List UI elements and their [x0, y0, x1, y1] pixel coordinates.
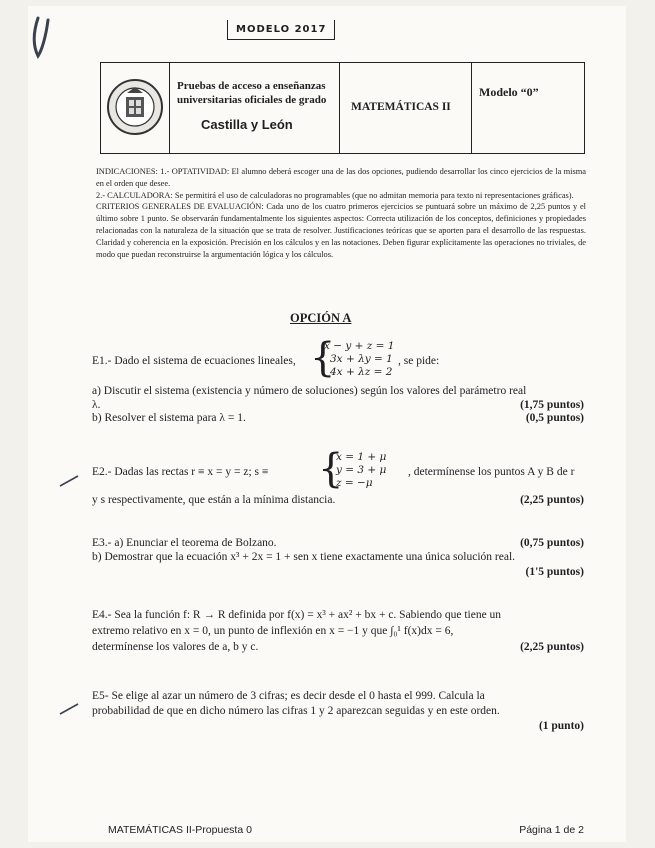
e1-lead: E1.- Dado el sistema de ecuaciones lineales, [92, 355, 296, 367]
model-cell [471, 63, 584, 153]
seal-icon [101, 63, 169, 153]
e1-a-text: a) Discutir el sistema (existencia y número de soluciones) según los valores del parámetro real λ. [92, 385, 527, 411]
subject-cell [339, 63, 472, 153]
e1-system [324, 340, 395, 379]
e1-a-points: (1,75 puntos) [520, 399, 584, 411]
footer-left: MATEMÁTICAS II-Propuesta 0 [108, 824, 252, 836]
region-name: Castilla y León [201, 117, 293, 132]
e2-system [336, 451, 386, 490]
e2-tail: , determínense los puntos A y B de r [408, 466, 575, 478]
e1-eq1: x − y + z = 1 [324, 340, 395, 352]
e2-points: (2,25 puntos) [520, 494, 584, 506]
pen-mark-e2 [58, 472, 82, 488]
exam-header [100, 62, 585, 154]
e4-line1: E4.- Sea la función f: R → R definida por f(x) = x³ + ax² + bx + c. Sabiendo que tiene un [92, 609, 502, 621]
subject-name: MATEMÁTICAS II [351, 101, 451, 113]
e1-b-text: b) Resolver el sistema para λ = 1. [92, 412, 246, 424]
e5-line1: E5- Se elige al azar un número de 3 cifras; es decir desde el 0 hasta el 999. Calcula la [92, 690, 485, 702]
e1-b-points: (0,5 puntos) [525, 412, 584, 424]
instructions-calculator: 2.- CALCULADORA: Se permitirá el uso de calculadoras no programables (que no admitan memoria para texto ni representaciones gráficas). [96, 190, 574, 200]
evaluation-criteria: CRITERIOS GENERALES DE EVALUACIÓN: Cada uno de los cuatro primeros ejercicios se puntuará sobre un máximo de 2,25 puntos y el último sobre 1 punto. Se observarán fundamentalmente los siguientes aspectos: Correcta utilización de los conceptos, definiciones y propiedades relacionadas con la naturaleza de la situación que se trata de resolver. Justificaciones teóricas que se aporten para el desarrollo de las respuestas. Claridad y coherencia en la exposición. Precisión en los cálculos y en las notaciones. Deben figurar explícitamente las operaciones no triviales, de modo que puedan reconstruirse la argumentación lógica y los cálculos. [96, 202, 586, 259]
e1-tail: , se pide: [398, 355, 440, 367]
e4-points: (2,25 puntos) [520, 641, 584, 653]
exercise-e2 [92, 446, 584, 507]
exercise-e5 [92, 689, 584, 735]
e3-a-text: E3.- a) Enunciar el teorema de Bolzano. [92, 537, 277, 549]
e4-line2: extremo relativo en x = 0, un punto de inflexión en x = −1 y que ∫₀¹ f(x)dx = 6, [92, 625, 454, 637]
e2-eq2: y = 3 + μ [336, 464, 387, 476]
e1-brace: { [310, 335, 336, 381]
university-seal [101, 63, 170, 153]
page-footer [108, 824, 584, 836]
instructions [96, 166, 586, 260]
e3-a-points: (0,75 puntos) [520, 537, 584, 549]
e3-b-points: (1'5 puntos) [525, 566, 584, 578]
e2-lead: E2.- Dadas las rectas r ≡ x = y = z; s ≡ [92, 466, 269, 478]
e3-b-text: b) Demostrar que la ecuación x³ + 2x = 1 + sen x tiene exactamente una única solución real. [92, 551, 516, 563]
binder-mark [28, 16, 56, 60]
e1-part-b [92, 411, 584, 425]
e1-eq2: 3x + λy = 1 [330, 353, 393, 365]
e2-line2: y s respectivamente, que están a la mínima distancia. [92, 494, 336, 506]
e2-brace: { [318, 446, 344, 492]
pen-mark-e5 [58, 700, 82, 716]
e2-eq3: z = −μ [336, 477, 373, 489]
instructions-optativity: INDICACIONES: 1.- OPTATIVIDAD: El alumno deberá escoger una de las dos opciones, pudiendo desarrollar los cinco ejercicios de la misma en el orden que desee. [96, 167, 586, 188]
exercise-e4 [92, 608, 584, 656]
model-label: Modelo “0” [479, 85, 539, 99]
exercise-e3 [92, 536, 584, 580]
exam-title: Pruebas de acceso a enseñanzas universitarias oficiales de grado [177, 80, 327, 106]
e5-line2: probabilidad de que en dicho número las cifras 1 y 2 aparezcan seguidas y en este orden. [92, 705, 500, 717]
exam-page [28, 6, 626, 842]
exam-title-cell [169, 63, 340, 153]
e4-line3: determínense los valores de a, b y c. [92, 641, 259, 653]
option-title: OPCIÓN A [290, 311, 352, 325]
e1-eq3: 4x + λz = 2 [330, 366, 393, 378]
e1-part-a [92, 384, 584, 412]
e5-points: (1 punto) [538, 720, 584, 732]
e2-eq1: x = 1 + μ [336, 451, 387, 463]
footer-page-number: Página 1 de 2 [519, 824, 584, 836]
model-stamp: MODELO 2017 [227, 20, 335, 40]
